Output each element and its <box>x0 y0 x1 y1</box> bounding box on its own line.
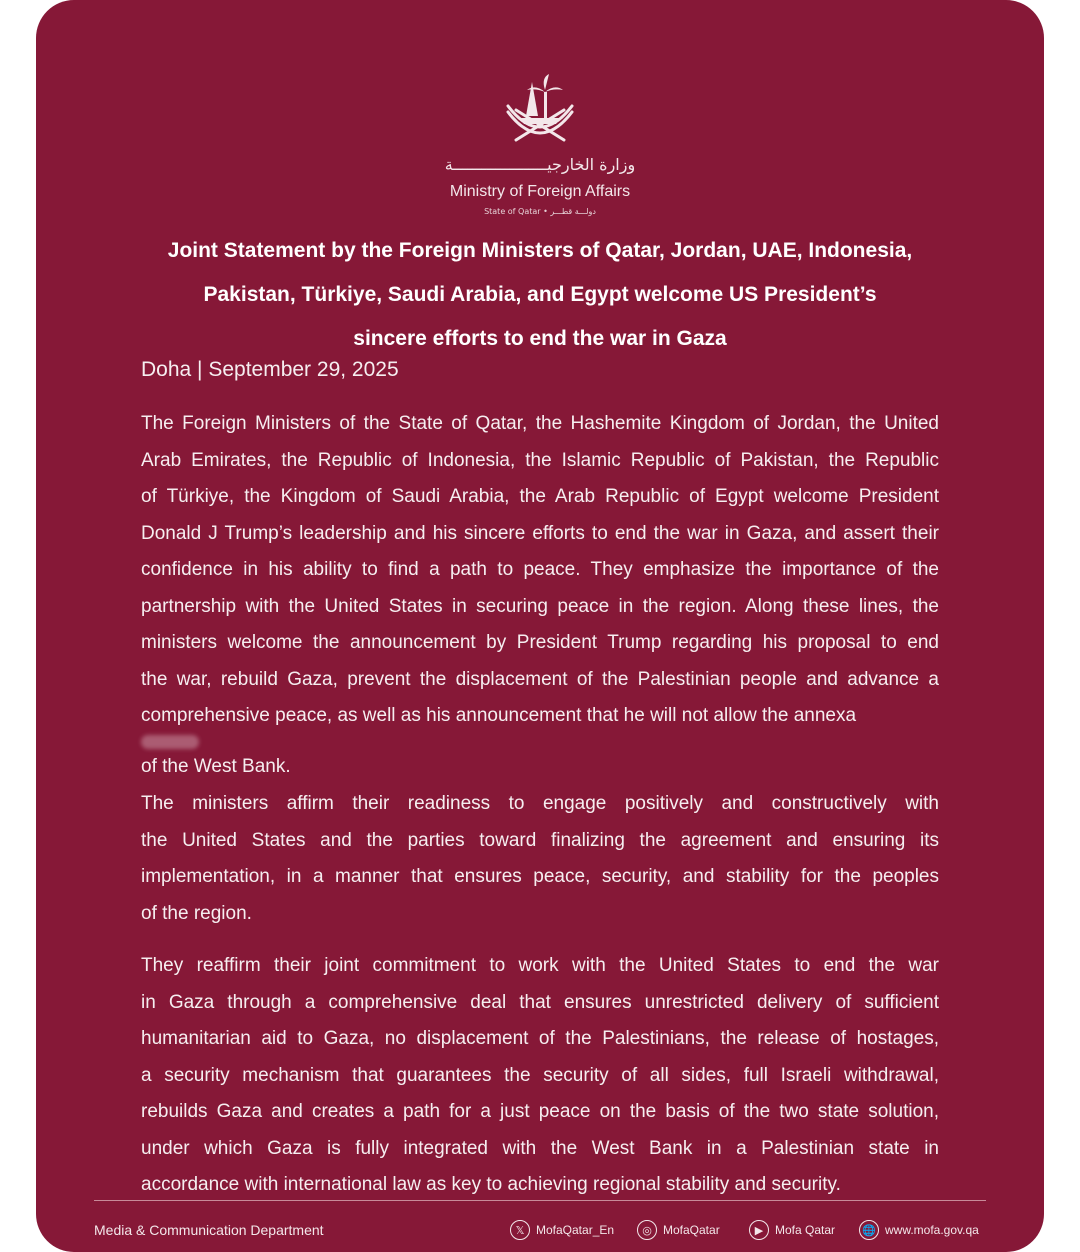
paragraph-line: The ministers affirm their readiness to engage positively and constructively with <box>141 793 939 814</box>
paragraph-line: implementation, in a manner that ensures peace, security, and stability for the peoples <box>141 866 939 887</box>
social-label: MofaQatar <box>663 1223 720 1237</box>
paragraph-line: under which Gaza is fully integrated with the West Bank in a Palestinian state in <box>141 1137 939 1159</box>
statement-card <box>36 0 1044 1252</box>
paragraph-line: accordance with international law as key to achieving regional stability and security. <box>141 1174 841 1195</box>
paragraph-line: the United States and the parties toward finalizing the agreement and ensuring its <box>141 829 939 851</box>
social-x[interactable] <box>510 1220 614 1240</box>
paragraph-2 <box>141 786 939 932</box>
paragraph-line: a security mechanism that guarantees the security of all sides, full Israeli withdrawal, <box>141 1064 939 1086</box>
youtube-icon: ▶ <box>749 1220 769 1240</box>
paragraph-line: humanitarian aid to Gaza, no displacement of the Palestinians, the release of hostages, <box>141 1028 939 1049</box>
title-line: sincere efforts to end the war in Gaza <box>353 327 727 350</box>
paragraph-1 <box>141 406 939 785</box>
title-line: Joint Statement by the Foreign Ministers of Qatar, Jordan, UAE, Indonesia, <box>167 239 913 262</box>
qatar-emblem-icon <box>498 70 582 154</box>
ministry-subtitle: State of Qatar • دولـــة قطـــر <box>484 207 596 216</box>
social-instagram[interactable] <box>637 1220 720 1240</box>
paragraph-line: of the West Bank. <box>141 755 291 777</box>
social-website[interactable] <box>859 1220 979 1240</box>
paragraph-line: The Foreign Ministers of the State of Qatar, the Hashemite Kingdom of Jordan, the United <box>141 413 939 434</box>
paragraph-line: comprehensive peace, as well as his announcement that he will not allow the annexa <box>141 705 857 726</box>
statement-title <box>106 229 974 361</box>
title-line: Pakistan, Türkiye, Saudi Arabia, and Egypt welcome US President’s <box>203 283 877 306</box>
footer-divider <box>94 1200 986 1201</box>
dateline: Doha | September 29, 2025 <box>141 358 399 381</box>
ministry-name: Ministry of Foreign Affairs <box>449 183 631 200</box>
paragraph-3 <box>141 948 939 1204</box>
paragraph-line: Arab Emirates, the Republic of Indonesia, the Islamic Republic of Pakistan, the Republic <box>141 449 939 471</box>
social-label: Mofa Qatar <box>775 1223 836 1237</box>
ministry-arabic-name: وزارة الخارجيــــــــــــــــــــة <box>444 155 636 174</box>
instagram-icon: ◎ <box>637 1220 657 1240</box>
blurred-text <box>141 735 199 749</box>
paragraph-line: in Gaza through a comprehensive deal that ensures unrestricted delivery of sufficient <box>141 991 939 1013</box>
globe-icon: 🌐 <box>859 1220 879 1240</box>
paragraph-line: partnership with the United States in securing peace in the region. Along these lines, the <box>141 595 939 617</box>
social-label: MofaQatar_En <box>536 1223 615 1237</box>
social-youtube[interactable] <box>749 1220 835 1240</box>
social-label: www.mofa.gov.qa <box>885 1223 979 1237</box>
paragraph-line: of Türkiye, the Kingdom of Saudi Arabia, the Arab Republic of Egypt welcome President <box>141 486 939 507</box>
paragraph-line: of the region. <box>141 902 252 924</box>
paragraph-line: ministers welcome the announcement by President Trump regarding his proposal to end <box>141 632 939 653</box>
paragraph-line-obscured <box>141 698 939 749</box>
paragraph-line: Donald J Trump’s leadership and his sincere efforts to end the war in Gaza, and assert their <box>141 522 939 544</box>
paragraph-line: confidence in his ability to find a path to peace. They emphasize the importance of the <box>141 559 939 580</box>
paragraph-line: the war, rebuild Gaza, prevent the displacement of the Palestinian people and advance a <box>141 668 939 690</box>
x-icon: 𝕏 <box>510 1220 530 1240</box>
paragraph-line: They reaffirm their joint commitment to work with the United States to end the war <box>141 955 939 976</box>
footer-department: Media & Communication Department <box>94 1222 324 1238</box>
paragraph-line: rebuilds Gaza and creates a path for a just peace on the basis of the two state solution, <box>141 1101 939 1122</box>
